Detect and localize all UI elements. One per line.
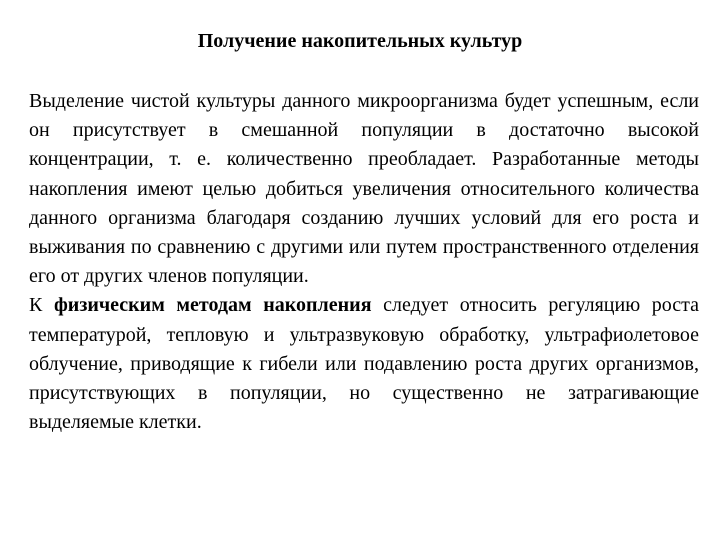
paragraph-2: [29, 291, 699, 437]
paragraph-2-prefix: К: [29, 294, 54, 317]
paragraph-2-bold-term: физическим методам накопления: [53, 294, 372, 317]
document-title: Получение накопительных культур: [197, 30, 523, 52]
document-body: [29, 87, 699, 437]
paragraph-2-suffix: следует относить регуляцию роста температурой, тепловую и ультразвуковую обработку, ультрафиолетовое облучение, приводящие к гибели или подавлению роста других организмов, присутствующих в популяции, но существенно не затрагивающие выделяемые клетки.: [29, 294, 699, 434]
paragraph-1: Выделение чистой культуры данного микроорганизма будет успешным, если он присутствует в смешанной популяции в достаточно высокой концентрации, т. е. количественно преобладает. Разработанные методы накопления имеют целью добиться увеличения относительного количества данного организма благодаря созданию лучших условий для его роста и выживания по сравнению с другими или путем пространственного отделения его от других членов популяции.: [29, 90, 699, 288]
